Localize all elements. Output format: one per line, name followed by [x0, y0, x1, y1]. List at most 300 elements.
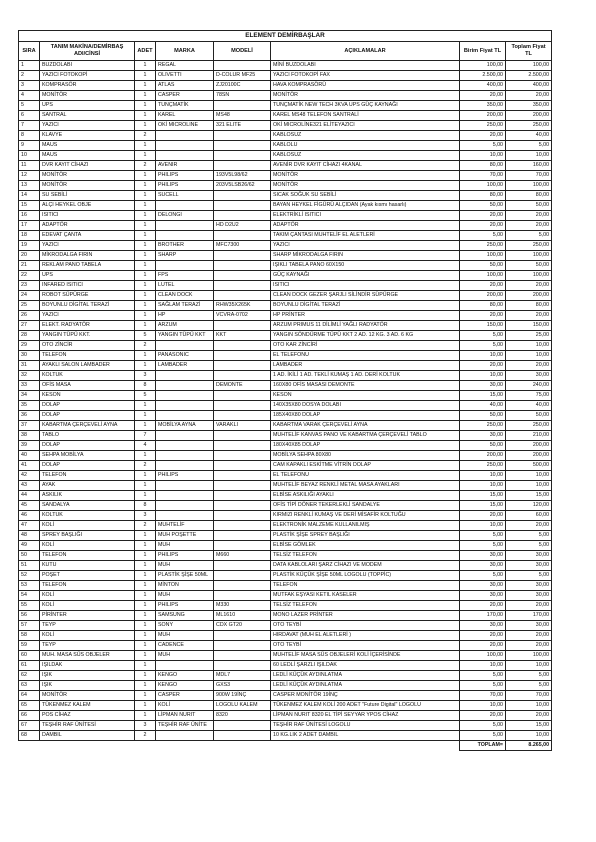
cell-aciklama: OKİ MICROLİNE321 ELİTEYAZICI [271, 121, 460, 131]
cell-sira: 18 [19, 231, 40, 241]
cell-modeli [214, 151, 271, 161]
table-row [19, 421, 552, 431]
cell-birim-fiyat: 20,00 [460, 211, 506, 221]
cell-toplam-fiyat: 250,00 [506, 421, 552, 431]
cell-marka [156, 501, 214, 511]
cell-marka [156, 261, 214, 271]
cell-adet: 2 [135, 161, 156, 171]
cell-marka: HP [156, 311, 214, 321]
cell-tanim: YAZICI FOTOKOPİ [40, 71, 135, 81]
cell-marka: YANGIN TÜPÜ KKT [156, 331, 214, 341]
table-title-row [19, 31, 552, 42]
cell-birim-fiyat: 20,00 [460, 631, 506, 641]
table-row [19, 371, 552, 381]
cell-adet: 1 [135, 581, 156, 591]
cell-aciklama: 185X40X80 DOLAP [271, 411, 460, 421]
cell-modeli: 193V5L98/62 [214, 171, 271, 181]
cell-tanim: AYAK [40, 481, 135, 491]
cell-birim-fiyat: 170,00 [460, 611, 506, 621]
cell-toplam-fiyat: 500,00 [506, 461, 552, 471]
cell-tanim: MONİTÖR [40, 171, 135, 181]
cell-modeli [214, 411, 271, 421]
cell-marka: PHILIPS [156, 181, 214, 191]
cell-adet: 1 [135, 281, 156, 291]
cell-birim-fiyat: 20,00 [460, 281, 506, 291]
cell-tanim: TELEFON [40, 551, 135, 561]
cell-toplam-fiyat: 50,00 [506, 411, 552, 421]
cell-modeli: MFC7300 [214, 241, 271, 251]
cell-marka: BROTHER [156, 241, 214, 251]
cell-birim-fiyat: 10,00 [460, 701, 506, 711]
cell-marka: FPS [156, 271, 214, 281]
cell-sira: 10 [19, 151, 40, 161]
cell-marka: CLEAN DOCK [156, 291, 214, 301]
cell-sira: 67 [19, 721, 40, 731]
cell-adet: 1 [135, 361, 156, 371]
table-row [19, 451, 552, 461]
cell-modeli [214, 511, 271, 521]
cell-toplam-fiyat: 30,00 [506, 621, 552, 631]
cell-birim-fiyat: 15,00 [460, 501, 506, 511]
cell-modeli [214, 731, 271, 741]
cell-sira: 46 [19, 511, 40, 521]
cell-aciklama: ADAPTÖR [271, 221, 460, 231]
cell-toplam-fiyat: 5,00 [506, 571, 552, 581]
cell-modeli: M660 [214, 551, 271, 561]
cell-sira: 60 [19, 651, 40, 661]
cell-modeli [214, 531, 271, 541]
cell-birim-fiyat: 250,00 [460, 421, 506, 431]
cell-adet: 1 [135, 541, 156, 551]
cell-aciklama: MONİTÖR [271, 181, 460, 191]
cell-aciklama: 60 LEDLİ ŞARZLI IŞILDAK [271, 661, 460, 671]
cell-toplam-fiyat: 30,00 [506, 371, 552, 381]
cell-toplam-fiyat: 20,00 [506, 221, 552, 231]
cell-birim-fiyat: 70,00 [460, 691, 506, 701]
cell-adet: 1 [135, 651, 156, 661]
cell-aciklama: BOYUNLU DİGİTAL TERAZİ [271, 301, 460, 311]
cell-toplam-fiyat: 20,00 [506, 211, 552, 221]
table-row [19, 311, 552, 321]
cell-toplam-fiyat: 100,00 [506, 651, 552, 661]
table-row [19, 481, 552, 491]
cell-sira: 38 [19, 431, 40, 441]
cell-birim-fiyat: 70,00 [460, 171, 506, 181]
cell-sira: 56 [19, 611, 40, 621]
cell-birim-fiyat: 150,00 [460, 321, 506, 331]
cell-tanim: DOLAP [40, 411, 135, 421]
cell-tanim: IŞIK [40, 671, 135, 681]
cell-sira: 23 [19, 281, 40, 291]
table-row [19, 571, 552, 581]
cell-sira: 32 [19, 371, 40, 381]
cell-sira: 62 [19, 671, 40, 681]
cell-adet: 1 [135, 401, 156, 411]
cell-tanim: OFİS MASA [40, 381, 135, 391]
cell-marka [156, 511, 214, 521]
cell-modeli: M330 [214, 601, 271, 611]
table-row [19, 681, 552, 691]
cell-birim-fiyat: 5,00 [460, 721, 506, 731]
cell-sira: 28 [19, 331, 40, 341]
cell-toplam-fiyat: 170,00 [506, 611, 552, 621]
cell-tanim: KUTU [40, 561, 135, 571]
cell-birim-fiyat: 10,00 [460, 351, 506, 361]
cell-aciklama: PLASTİK ŞİŞE SPREY BAŞLIĞI [271, 531, 460, 541]
cell-toplam-fiyat: 200,00 [506, 111, 552, 121]
cell-tanim: UPS [40, 271, 135, 281]
cell-tanim: REKLAM PANO TABELA [40, 261, 135, 271]
cell-tanim: MONİTÖR [40, 691, 135, 701]
cell-tanim: UPS [40, 101, 135, 111]
cell-aciklama: 10 KG.LIK 2 ADET DAMBIL [271, 731, 460, 741]
cell-adet: 1 [135, 641, 156, 651]
cell-sira: 16 [19, 211, 40, 221]
cell-modeli [214, 491, 271, 501]
table-row [19, 531, 552, 541]
cell-toplam-fiyat: 75,00 [506, 391, 552, 401]
cell-toplam-fiyat: 15,00 [506, 721, 552, 731]
cell-sira: 26 [19, 311, 40, 321]
cell-tanim: MİKRODALGA FIRIN [40, 251, 135, 261]
cell-adet: 1 [135, 251, 156, 261]
cell-tanim: MAUS [40, 151, 135, 161]
cell-aciklama: ELEKTRONİK MALZEME KULLANILMIŞ [271, 521, 460, 531]
cell-adet: 1 [135, 261, 156, 271]
cell-modeli [214, 251, 271, 261]
cell-toplam-fiyat: 50,00 [506, 201, 552, 211]
cell-modeli: RHW35X265K [214, 301, 271, 311]
cell-sira: 54 [19, 591, 40, 601]
cell-aciklama: CASPER MONİTÖR 19İNÇ [271, 691, 460, 701]
cell-birim-fiyat: 350,00 [460, 101, 506, 111]
cell-modeli [214, 61, 271, 71]
cell-tanim: SANDALYA [40, 501, 135, 511]
cell-aciklama: TUNÇMATİK NEW TECH 3KVA UPS GÜÇ KAYNAĞI [271, 101, 460, 111]
cell-tanim: TÜKENMEZ KALEM [40, 701, 135, 711]
cell-tanim: YAZICI [40, 311, 135, 321]
table-row [19, 171, 552, 181]
cell-marka [156, 231, 214, 241]
cell-marka: CASPER [156, 691, 214, 701]
table-row [19, 631, 552, 641]
cell-toplam-fiyat: 20,00 [506, 521, 552, 531]
cell-aciklama: OTO KAR ZİNCİRİ [271, 341, 460, 351]
cell-birim-fiyat: 20,00 [460, 311, 506, 321]
cell-toplam-fiyat: 30,00 [506, 551, 552, 561]
cell-tanim: POŞET [40, 571, 135, 581]
header-aciklamalar: AÇIKLAMALAR [271, 42, 460, 61]
cell-sira: 29 [19, 341, 40, 351]
cell-toplam-fiyat: 20,00 [506, 641, 552, 651]
cell-marka: AVENIR [156, 161, 214, 171]
cell-adet: 1 [135, 611, 156, 621]
table-row [19, 611, 552, 621]
cell-tanim: ROBOT SÜPÜRGE [40, 291, 135, 301]
cell-marka: MUH [156, 591, 214, 601]
cell-adet: 1 [135, 201, 156, 211]
cell-modeli [214, 401, 271, 411]
cell-tanim: DVR KAYIT CİHAZI [40, 161, 135, 171]
cell-tanim: TELEFON [40, 581, 135, 591]
cell-tanim: KOLİ [40, 591, 135, 601]
cell-marka: LİPMAN NURIT [156, 711, 214, 721]
cell-birim-fiyat: 20,00 [460, 711, 506, 721]
table-title: ELEMENT DEMİRBAŞLAR [19, 31, 552, 42]
table-row [19, 281, 552, 291]
table-row [19, 141, 552, 151]
header-modeli: MODELİ [214, 42, 271, 61]
cell-tanim: KOMPRASÖR [40, 81, 135, 91]
table-row [19, 521, 552, 531]
cell-aciklama: ELBİSE GÖMLEK [271, 541, 460, 551]
table-row [19, 581, 552, 591]
cell-adet: 1 [135, 491, 156, 501]
cell-toplam-fiyat: 100,00 [506, 181, 552, 191]
cell-adet: 1 [135, 231, 156, 241]
inventory-table [18, 30, 552, 751]
cell-modeli [214, 471, 271, 481]
cell-marka: OKİ MICROLINE [156, 121, 214, 131]
cell-sira: 39 [19, 441, 40, 451]
cell-adet: 1 [135, 661, 156, 671]
cell-modeli [214, 521, 271, 531]
cell-modeli: VARAKLI [214, 421, 271, 431]
cell-tanim: ALÇI HEYKEL OBJE [40, 201, 135, 211]
cell-aciklama: ELEKTRİKLİ ISITICI [271, 211, 460, 221]
cell-toplam-fiyat: 5,00 [506, 231, 552, 241]
cell-sira: 17 [19, 221, 40, 231]
cell-modeli [214, 391, 271, 401]
cell-tanim: ADAPTÖR [40, 221, 135, 231]
cell-aciklama: MUTFAK EŞYASI KETIL KASELER [271, 591, 460, 601]
table-row [19, 121, 552, 131]
cell-modeli [214, 161, 271, 171]
cell-aciklama: YANGIN SÖNDÜRME TÜPÜ KKT 2 AD. 12 KG. 3 AD. 6 KG [271, 331, 460, 341]
cell-sira: 63 [19, 681, 40, 691]
table-row [19, 401, 552, 411]
cell-tanim: YANGIN TÜPÜ KKT. [40, 331, 135, 341]
cell-birim-fiyat: 20,00 [460, 601, 506, 611]
table-row [19, 411, 552, 421]
cell-birim-fiyat: 80,00 [460, 301, 506, 311]
cell-aciklama: KABLOLU [271, 141, 460, 151]
cell-adet: 1 [135, 311, 156, 321]
cell-marka: OLIVETTI [156, 71, 214, 81]
cell-tanim: KOLTUK [40, 371, 135, 381]
cell-modeli: CDX GT20 [214, 621, 271, 631]
cell-marka: LUTEL [156, 281, 214, 291]
cell-sira: 57 [19, 621, 40, 631]
table-row [19, 641, 552, 651]
cell-birim-fiyat: 80,00 [460, 191, 506, 201]
cell-marka: KOLİ [156, 701, 214, 711]
cell-aciklama: KABLOSUZ [271, 151, 460, 161]
cell-toplam-fiyat: 5,00 [506, 141, 552, 151]
cell-modeli: KKT [214, 331, 271, 341]
cell-sira: 24 [19, 291, 40, 301]
cell-toplam-fiyat: 40,00 [506, 131, 552, 141]
table-row [19, 241, 552, 251]
cell-birim-fiyat: 5,00 [460, 571, 506, 581]
table-row [19, 701, 552, 711]
cell-aciklama: LEDLİ KÜÇÜK AYDINLATMA [271, 671, 460, 681]
cell-birim-fiyat: 2.500,00 [460, 71, 506, 81]
cell-tanim: KESON [40, 391, 135, 401]
cell-modeli [214, 541, 271, 551]
cell-toplam-fiyat: 20,00 [506, 631, 552, 641]
cell-modeli [214, 321, 271, 331]
cell-modeli: D-COLUR MF25 [214, 71, 271, 81]
cell-adet: 1 [135, 181, 156, 191]
cell-adet: 2 [135, 131, 156, 141]
cell-modeli [214, 211, 271, 221]
cell-birim-fiyat: 30,00 [460, 621, 506, 631]
cell-adet: 1 [135, 671, 156, 681]
cell-modeli: GXS3 [214, 681, 271, 691]
cell-tanim: EDEVAT ÇANTA [40, 231, 135, 241]
cell-toplam-fiyat: 10,00 [506, 351, 552, 361]
cell-marka: MUH POŞETTE [156, 531, 214, 541]
cell-modeli [214, 361, 271, 371]
cell-toplam-fiyat: 40,00 [506, 401, 552, 411]
table-row [19, 251, 552, 261]
cell-toplam-fiyat: 120,00 [506, 501, 552, 511]
table-row [19, 721, 552, 731]
cell-marka: LAMBADER [156, 361, 214, 371]
cell-adet: 2 [135, 461, 156, 471]
cell-adet: 1 [135, 531, 156, 541]
cell-birim-fiyat: 5,00 [460, 341, 506, 351]
cell-tanim: IŞIK [40, 681, 135, 691]
cell-marka: SAMSUNG [156, 611, 214, 621]
cell-toplam-fiyat: 10,00 [506, 731, 552, 741]
cell-modeli [214, 581, 271, 591]
cell-birim-fiyat: 10,00 [460, 661, 506, 671]
cell-birim-fiyat: 200,00 [460, 291, 506, 301]
total-row [19, 741, 552, 751]
cell-marka: PHILIPS [156, 471, 214, 481]
cell-birim-fiyat: 30,00 [460, 431, 506, 441]
cell-marka [156, 341, 214, 351]
cell-birim-fiyat: 250,00 [460, 121, 506, 131]
cell-birim-fiyat: 50,00 [460, 261, 506, 271]
cell-tanim: KOLTUK [40, 511, 135, 521]
total-label: TOPLAM= [460, 741, 506, 751]
cell-tanim: POS CİHAZ [40, 711, 135, 721]
table-row [19, 111, 552, 121]
cell-tanim: DOLAP [40, 461, 135, 471]
cell-birim-fiyat: 30,00 [460, 581, 506, 591]
table-row [19, 691, 552, 701]
cell-marka: KAREL [156, 111, 214, 121]
cell-aciklama: 160X80 OFİS MASASI DEMONTE [271, 381, 460, 391]
table-row [19, 181, 552, 191]
header-marka: MARKA [156, 42, 214, 61]
cell-modeli [214, 101, 271, 111]
cell-birim-fiyat: 10,00 [460, 481, 506, 491]
cell-tanim: KOLİ [40, 631, 135, 641]
cell-sira: 27 [19, 321, 40, 331]
cell-tanim: TEŞHİR RAF ÜNİTESİ [40, 721, 135, 731]
cell-toplam-fiyat: 5,00 [506, 531, 552, 541]
cell-tanim: OTO ZİNCİR [40, 341, 135, 351]
cell-marka [156, 131, 214, 141]
cell-sira: 43 [19, 481, 40, 491]
cell-marka: MİNTON [156, 581, 214, 591]
cell-birim-fiyat: 30,00 [460, 381, 506, 391]
cell-birim-fiyat: 250,00 [460, 241, 506, 251]
header-toplam-fiyat: Toplam Fiyat TL [506, 42, 552, 61]
cell-modeli: HD D2U2 [214, 221, 271, 231]
cell-birim-fiyat: 5,00 [460, 141, 506, 151]
cell-modeli [214, 571, 271, 581]
table-row [19, 491, 552, 501]
cell-tanim: ELEKT. RADYATÖR [40, 321, 135, 331]
cell-sira: 6 [19, 111, 40, 121]
cell-birim-fiyat: 10,00 [460, 521, 506, 531]
cell-aciklama: OTO TEYBİ [271, 621, 460, 631]
table-row [19, 201, 552, 211]
cell-modeli: 203V5LSB26/62 [214, 181, 271, 191]
cell-aciklama: MONİTÖR [271, 171, 460, 181]
cell-sira: 33 [19, 381, 40, 391]
cell-birim-fiyat: 5,00 [460, 681, 506, 691]
cell-toplam-fiyat: 350,00 [506, 101, 552, 111]
cell-adet: 1 [135, 711, 156, 721]
cell-tanim: KOLİ [40, 521, 135, 531]
cell-marka [156, 201, 214, 211]
cell-modeli [214, 271, 271, 281]
table-row [19, 331, 552, 341]
cell-marka [156, 141, 214, 151]
cell-toplam-fiyat: 10,00 [506, 341, 552, 351]
cell-aciklama: KABLOSUZ [271, 131, 460, 141]
cell-adet: 4 [135, 441, 156, 451]
cell-sira: 25 [19, 301, 40, 311]
cell-modeli: 8320 [214, 711, 271, 721]
cell-toplam-fiyat: 30,00 [506, 561, 552, 571]
cell-toplam-fiyat: 160,00 [506, 161, 552, 171]
cell-aciklama: MUHTELİF KANVAS PANO VE KABARTMA ÇERÇEVELİ TABLO [271, 431, 460, 441]
cell-adet: 1 [135, 351, 156, 361]
cell-sira: 51 [19, 561, 40, 571]
cell-toplam-fiyat: 100,00 [506, 61, 552, 71]
cell-sira: 1 [19, 61, 40, 71]
cell-sira: 7 [19, 121, 40, 131]
cell-adet: 1 [135, 111, 156, 121]
table-row [19, 551, 552, 561]
cell-birim-fiyat: 20,00 [460, 221, 506, 231]
cell-adet: 1 [135, 621, 156, 631]
cell-adet: 1 [135, 211, 156, 221]
cell-toplam-fiyat: 20,00 [506, 601, 552, 611]
cell-adet: 1 [135, 101, 156, 111]
cell-marka: ATLAS [156, 81, 214, 91]
cell-marka [156, 371, 214, 381]
cell-sira: 37 [19, 421, 40, 431]
cell-aciklama: KIRMIZI RENKLİ KUMAŞ VE DERİ MİSAFİR KOLTUĞU [271, 511, 460, 521]
cell-aciklama: DATA KABLOLARI ŞARZ CİHAZI VE MODEM [271, 561, 460, 571]
cell-adet: 1 [135, 151, 156, 161]
cell-marka: SONY [156, 621, 214, 631]
cell-aciklama: MİNİ BUZDOLABI [271, 61, 460, 71]
table-row [19, 261, 552, 271]
cell-aciklama: TELEFON [271, 581, 460, 591]
table-row [19, 541, 552, 551]
cell-adet: 5 [135, 331, 156, 341]
cell-tanim: SANTRAL [40, 111, 135, 121]
